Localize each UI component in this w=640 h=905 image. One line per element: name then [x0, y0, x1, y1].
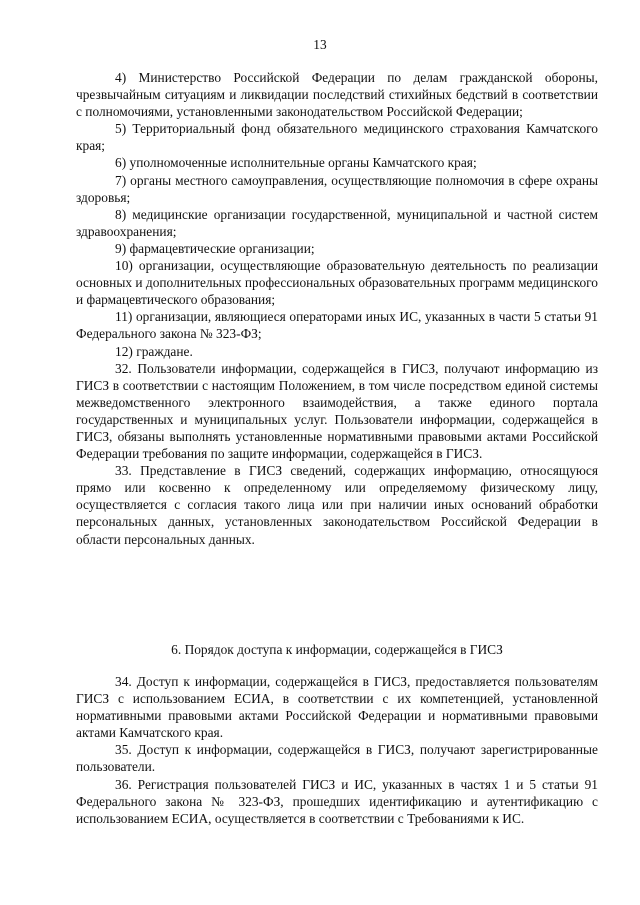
- paragraph-35: 35. Доступ к информации, содержащейся в ГИСЗ, получают зарегистрированные пользователи.: [76, 742, 598, 775]
- paragraphs-bottom: [76, 673, 598, 827]
- paragraph-item-5: 5) Территориальный фонд обязательного медицинского страхования Камчатского края;: [76, 121, 598, 154]
- paragraph-item-11: 11) организации, являющиеся операторами иных ИС, указанных в части 5 статьи 91 Федерального закона № 323-ФЗ;: [76, 309, 598, 342]
- paragraph-item-4: 4) Министерство Российской Федерации по делам гражданской обороны, чрезвычайным ситуациям и ликвидации последствий стихийных бедствий в соответствии с полномочиями, установленными законодательством Российской Федерации;: [76, 70, 598, 120]
- paragraph-32: 32. Пользователи информации, содержащейся в ГИСЗ, получают информацию из ГИСЗ в соответствии с настоящим Положением, в том числе посредством единой системы межведомственного электронного взаимодействия, а также единого портала государственных и муниципальных услуг. Пользователи информации, содержащейся в ГИСЗ, обязаны выполнять установленные нормативными правовыми актами Российской Федерации требования по защите информации, содержащейся в ГИСЗ.: [76, 360, 598, 462]
- paragraph-item-8: 8) медицинские организации государственной, муниципальной и частной систем здравоохранения;: [76, 206, 598, 239]
- page-number: 13: [313, 37, 327, 52]
- paragraph-item-6: 6) уполномоченные исполнительные органы Камчатского края;: [115, 155, 477, 171]
- paragraph-36: 36. Регистрация пользователей ГИСЗ и ИС, указанных в частях 1 и 5 статьи 91 Федерального закона № 323-ФЗ, прошедших идентификацию и аутентификацию с использованием ЕСИА, осуществляется в соответствии с Требованиями к ИС.: [76, 776, 598, 826]
- paragraph-33: 33. Представление в ГИСЗ сведений, содержащих информацию, относящуюся прямо или косвенно к определенному или определяемому физическому лицу, осуществляется с согласия такого лица или при наличии иных оснований обработки персональных данных, установленных законодательством Российской Федерации в области персональных данных.: [76, 463, 598, 547]
- paragraph-item-10: 10) организации, осуществляющие образовательную деятельность по реализации основных и дополнительных профессиональных образовательных программ медицинского и фармацевтического образования;: [76, 258, 598, 308]
- paragraphs-top: [76, 69, 598, 548]
- section-heading: 6. Порядок доступа к информации, содержащейся в ГИСЗ: [171, 642, 503, 657]
- paragraph-item-7: 7) органы местного самоуправления, осуществляющие полномочия в сфере охраны здоровья;: [76, 172, 598, 205]
- paragraph-item-12: 12) граждане.: [115, 343, 193, 359]
- paragraph-34: 34. Доступ к информации, содержащейся в ГИСЗ, предоставляется пользователям ГИСЗ с использованием ЕСИА, в соответствии с их компетенцией, установленной нормативными правовыми актами Российской Федерации и нормативными правовыми актами Камчатского края.: [76, 674, 598, 741]
- paragraph-item-9: 9) фармацевтические организации;: [115, 240, 315, 256]
